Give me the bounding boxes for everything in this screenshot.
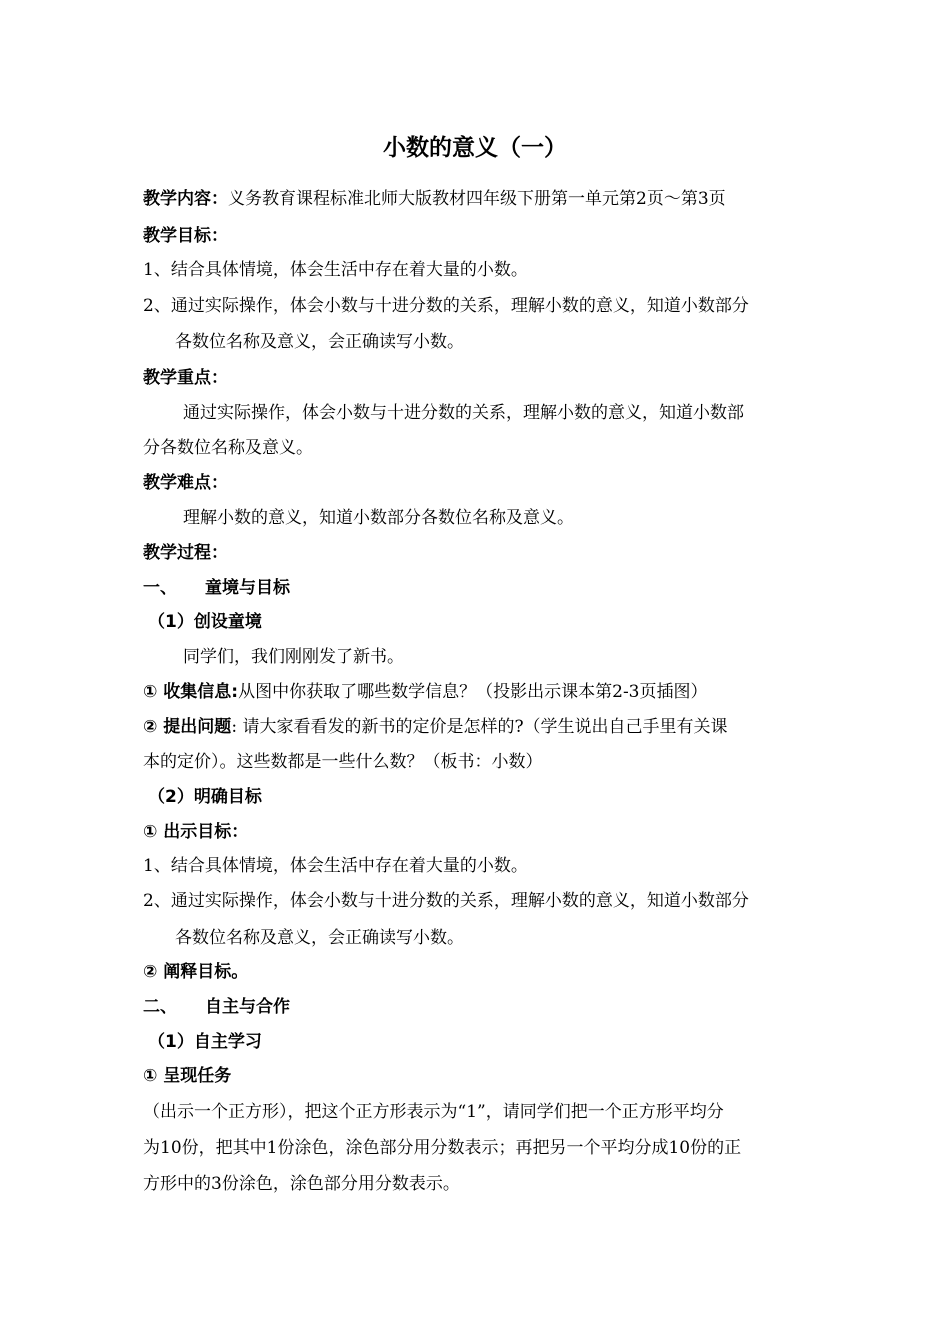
section-2-heading	[143, 995, 823, 1019]
section-1-heading	[143, 576, 823, 600]
ask-question-line	[143, 715, 823, 739]
key-text-a: 通过实际操作，体会小数与十进分数的关系，理解小数的意义，知道小数部	[183, 403, 744, 423]
objective-2b: 各数位名称及意义，会正确读写小数。	[175, 332, 464, 352]
goal-1: 1、结合具体情境，体会生活中存在着大量的小数。	[143, 856, 528, 876]
goal-2b: 各数位名称及意义，会正确读写小数。	[175, 928, 464, 948]
task-text-b: 为10份，把其中1份涂色，涂色部分用分数表示；再把另一个平均分成10份的正	[143, 1138, 742, 1158]
section-1-number: 一、	[143, 578, 177, 598]
task-text-a: （出示一个正方形），把这个正方形表示为“1”，请同学们把一个正方形平均分	[143, 1102, 724, 1122]
task-heading: ① 呈现任务	[143, 1066, 232, 1086]
key-heading: 教学重点：	[143, 368, 228, 388]
content-text: 义务教育课程标准北师大版教材四年级下册第一单元第2页～第3页	[228, 189, 726, 209]
section-2-title: 自主与合作	[205, 997, 290, 1017]
objective-1: 1、结合具体情境，体会生活中存在着大量的小数。	[143, 260, 528, 280]
section-1-title: 童境与目标	[205, 578, 290, 598]
section-2-number: 二、	[143, 997, 177, 1017]
difficult-text: 理解小数的意义，知道小数部分各数位名称及意义。	[183, 508, 574, 528]
objectives-heading: 教学目标：	[143, 226, 228, 246]
explain-goal: ② 阐释目标。	[143, 962, 249, 982]
ask-text-a: : 请大家看看发的新书的定价是怎样的?（学生说出自己手里有关课	[231, 717, 728, 737]
key-text-b: 分各数位名称及意义。	[143, 438, 313, 458]
collect-label: ① 收集信息:	[143, 682, 239, 702]
collect-text: 从图中你获取了哪些数学信息？（投影出示课本第2-3页插图）	[238, 682, 708, 702]
content-line	[143, 187, 823, 211]
show-goal-heading: ① 出示目标：	[143, 822, 249, 842]
section-1-sub-1: （1）创设童境	[148, 612, 262, 632]
section-2-sub-1: （1）自主学习	[148, 1032, 262, 1052]
process-heading: 教学过程：	[143, 543, 228, 563]
ask-text-b: 本的定价）。这些数都是一些什么数？（板书：小数）	[143, 752, 543, 772]
section-1-sub-2: （2）明确目标	[148, 787, 262, 807]
goal-2a: 2、通过实际操作，体会小数与十进分数的关系，理解小数的意义，知道小数部分	[143, 891, 749, 911]
collect-info-line	[143, 680, 823, 704]
objective-2a: 2、通过实际操作，体会小数与十进分数的关系，理解小数的意义，知道小数部分	[143, 296, 749, 316]
page-title: 小数的意义（一）	[383, 135, 567, 161]
ask-label: ② 提出问题	[143, 717, 232, 737]
content-label: 教学内容：	[143, 189, 228, 209]
difficult-heading: 教学难点：	[143, 473, 228, 493]
section-1-text-1: 同学们，我们刚刚发了新书。	[183, 647, 404, 667]
task-text-c: 方形中的3份涂色，涂色部分用分数表示。	[143, 1174, 460, 1194]
